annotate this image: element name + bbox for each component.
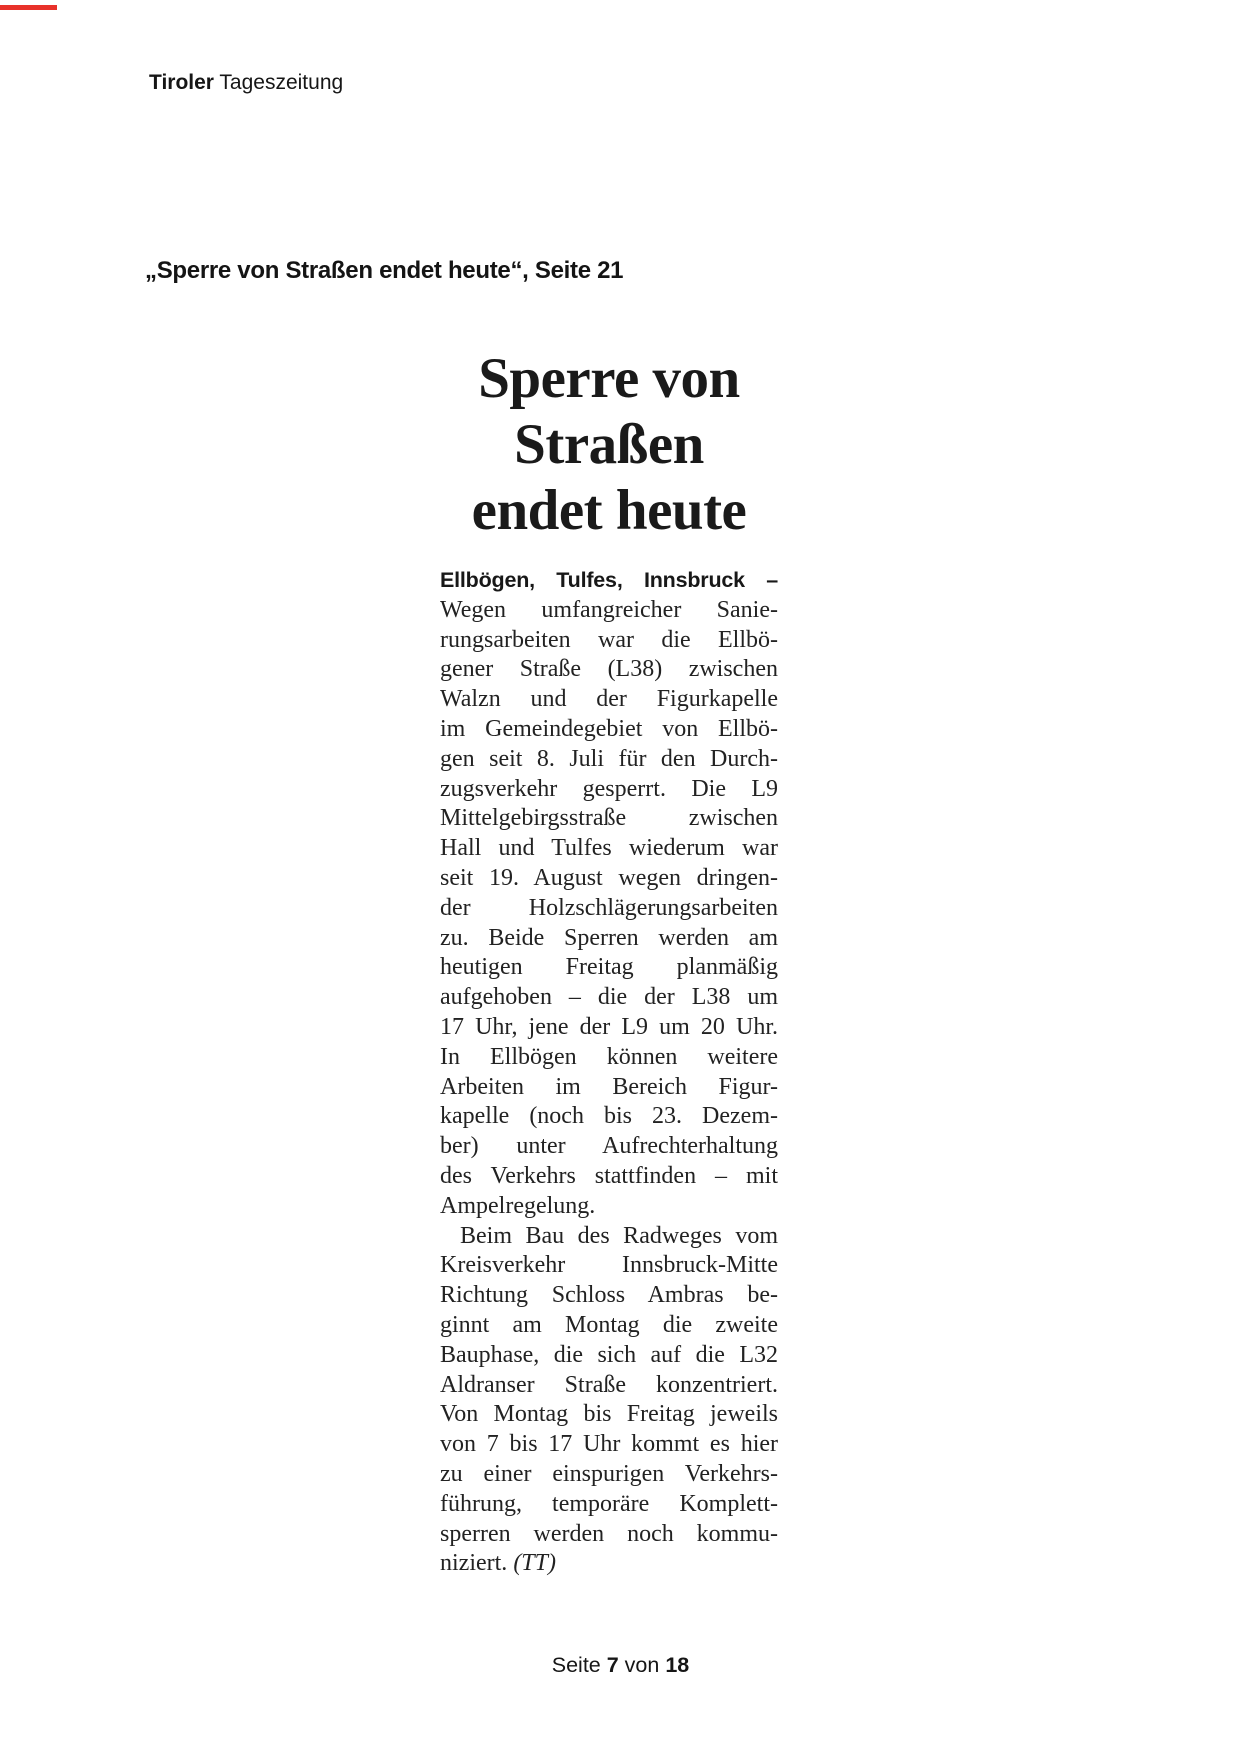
article-body-line [440, 864, 778, 894]
article-body-line [440, 953, 778, 983]
newspaper-masthead [149, 70, 343, 96]
footer-separator: von [618, 1653, 666, 1677]
article-body-line [440, 894, 778, 924]
article-body-line [440, 1281, 778, 1311]
article-body-line [440, 1549, 778, 1579]
article-line-text: Ampelregelung. [440, 1192, 596, 1219]
article-body-line [440, 1192, 778, 1222]
article-body-line [440, 1430, 778, 1460]
headline-line-text: Sperre von [478, 347, 740, 410]
article-line-text: Ellbögen, Tulfes, Innsbruck – [440, 568, 778, 592]
footer-total-pages: 18 [665, 1653, 690, 1677]
article-body-line [440, 1460, 778, 1490]
footer-prefix: Seite [551, 1653, 607, 1677]
article-line-text: zu. Beide Sperren werden am [440, 924, 778, 951]
article-body-line [440, 1251, 778, 1281]
headline-line [440, 346, 778, 412]
article-body-line [440, 715, 778, 745]
article-line-text: Walzn und der Figurkapelle [440, 686, 778, 713]
article-reference-line: „Sperre von Straßen endet heute“, Seite 21 [145, 257, 624, 284]
article-line-text: der Holzschlägerungsarbeiten [440, 894, 778, 921]
article-line-text: Wegen umfangreicher Sanie- [440, 596, 778, 623]
article-line-text: Mittelgebirgsstraße zwischen [440, 805, 778, 832]
article-body-line [440, 745, 778, 775]
footer-current-page: 7 [606, 1653, 619, 1677]
article-body-line [440, 924, 778, 954]
article-body-line [440, 775, 778, 805]
article-body [440, 566, 778, 1579]
masthead-bold: Tiroler [149, 71, 214, 94]
article-line-text: Hall und Tulfes wiederum war [440, 835, 778, 862]
article-headline [440, 346, 778, 544]
article-line-text: gen seit 8. Juli für den Durch- [440, 745, 778, 772]
article-line-text: Kreisverkehr Innsbruck-Mitte [440, 1252, 778, 1279]
article-line-text: seit 19. August wegen dringen- [440, 864, 778, 891]
article-body-line [440, 1132, 778, 1162]
article-line-text: des Verkehrs stattfinden – mit [440, 1162, 778, 1189]
article-line-text: In Ellbögen können weitere [440, 1043, 778, 1070]
article-line-text: aufgehoben – die der L38 um [440, 984, 778, 1011]
article-body-line [440, 1311, 778, 1341]
article-body-line [440, 1222, 778, 1252]
article-body-line [440, 566, 778, 596]
article-line-text: Von Montag bis Freitag jeweils [440, 1401, 778, 1428]
article-body-line [440, 655, 778, 685]
article-body-line [440, 685, 778, 715]
article-body-line [440, 1400, 778, 1430]
article-line-text: Richtung Schloss Ambras be- [440, 1282, 778, 1309]
article-body-line [440, 1073, 778, 1103]
article-body-line [440, 1341, 778, 1371]
article-line-text: gener Straße (L38) zwischen [440, 656, 778, 683]
article-line-text: 17 Uhr, jene der L9 um 20 Uhr. [440, 1013, 778, 1040]
article-line-text: sperren werden noch kommu- [440, 1520, 778, 1547]
article-line-text: von 7 bis 17 Uhr kommt es hier [440, 1431, 778, 1458]
article-body-line [440, 804, 778, 834]
article-body-line [440, 1490, 778, 1520]
article-signature: (TT) [513, 1550, 556, 1577]
article-body-line [440, 596, 778, 626]
article-line-text: führung, temporäre Komplett- [440, 1490, 778, 1517]
headline-line [440, 412, 778, 478]
article-line-text: zu einer einspurigen Verkehrs- [440, 1460, 778, 1487]
article-line-text: heutigen Freitag planmäßig [440, 954, 778, 981]
article-body-line [440, 1102, 778, 1132]
article-line-text: Bauphase, die sich auf die L32 [440, 1341, 778, 1368]
red-scan-mark [0, 5, 57, 10]
headline-line-text: Straßen [514, 413, 704, 476]
article-line-text: Beim Bau des Radweges vom [460, 1222, 778, 1249]
article-body-line [440, 834, 778, 864]
article-line-text: ber) unter Aufrechterhaltung [440, 1133, 778, 1160]
masthead-regular: Tageszeitung [213, 71, 344, 94]
article-line-text: kapelle (noch bis 23. Dezem- [440, 1103, 778, 1130]
article-line-text: ginnt am Montag die zweite [440, 1311, 778, 1338]
headline-line-text: endet heute [471, 479, 747, 542]
article-line-text: Aldranser Straße konzentriert. [440, 1371, 778, 1398]
article-body-line [440, 983, 778, 1013]
article-body-line [440, 1043, 778, 1073]
article-line-text: Arbeiten im Bereich Figur- [440, 1073, 778, 1100]
article-body-line [440, 1371, 778, 1401]
article-line-text: rungsarbeiten war die Ellbö- [440, 626, 778, 653]
page-number-footer [0, 1653, 1241, 1678]
article-body-line [440, 1162, 778, 1192]
headline-line [440, 478, 778, 544]
article-line-text: niziert. [440, 1550, 514, 1577]
article-line-text: zugsverkehr gesperrt. Die L9 [440, 775, 778, 802]
article-body-line [440, 1520, 778, 1550]
article-body-line [440, 626, 778, 656]
article-line-text: im Gemeindegebiet von Ellbö- [440, 715, 778, 742]
article-body-line [440, 1013, 778, 1043]
